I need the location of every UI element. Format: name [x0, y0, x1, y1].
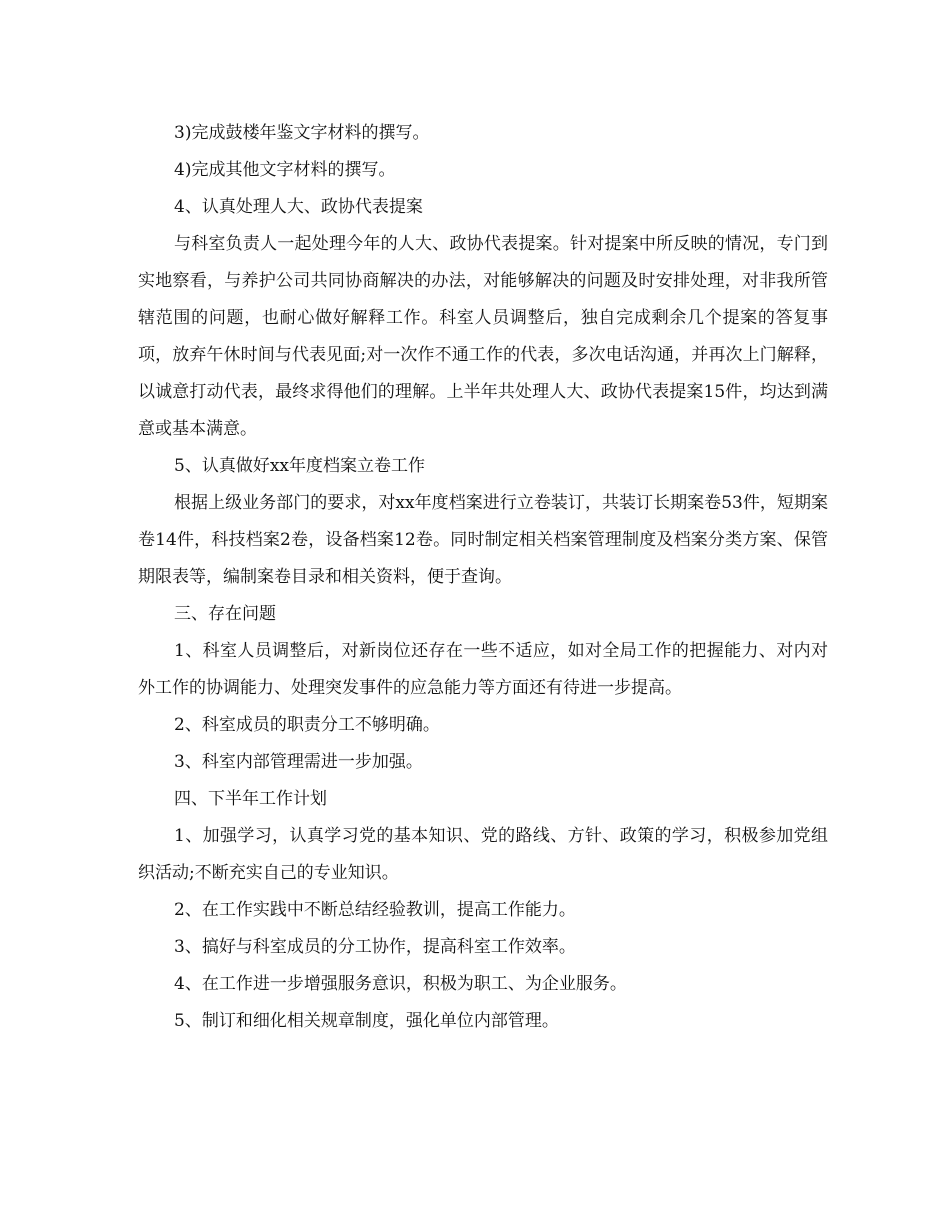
problem-item-2: 2、科室成员的职责分工不够明确。: [174, 715, 440, 735]
section-heading-problems: 三、存在问题: [174, 604, 276, 624]
document-body: [138, 115, 828, 1040]
paragraph-archives: 根据上级业务部门的要求，对xx年度档案进行立卷装订，共装订长期案卷53件，短期案卷14件，科技档案2卷，设备档案12卷。同时制定相关档案管理制度及档案分类方案、保管期限表等，编制案卷目录和相关资料，便于查询。: [138, 493, 828, 587]
section-heading-archives: 5、认真做好xx年度档案立卷工作: [174, 456, 425, 476]
section-heading-proposals: 4、认真处理人大、政协代表提案: [174, 197, 423, 217]
problem-item-3: 3、科室内部管理需进一步加强。: [174, 752, 423, 772]
plan-item-2: 2、在工作实践中不断总结经验教训，提高工作能力。: [174, 900, 576, 920]
paragraph-item-4: 4)完成其他文字材料的撰写。: [174, 160, 396, 180]
plan-item-5: 5、制订和细化相关规章制度，强化单位内部管理。: [174, 1011, 559, 1031]
plan-item-3: 3、搞好与科室成员的分工协作，提高科室工作效率。: [174, 937, 576, 957]
plan-item-1: 1、加强学习，认真学习党的基本知识、党的路线、方针、政策的学习，积极参加党组织活动;不断充实自己的专业知识。: [138, 826, 828, 883]
paragraph-proposals: 与科室负责人一起处理今年的人大、政协代表提案。针对提案中所反映的情况，专门到实地察看，与养护公司共同协商解决的办法，对能够解决的问题及时安排处理，对非我所管辖范围的问题，也耐心做好解释工作。科室人员调整后，独自完成剩余几个提案的答复事项，放弃午休时间与代表见面;对一次作不通工作的代表，多次电话沟通，并再次上门解释，以诚意打动代表，最终求得他们的理解。上半年共处理人大、政协代表提案15件，均达到满意或基本满意。: [138, 234, 828, 439]
section-heading-plan: 四、下半年工作计划: [174, 789, 327, 809]
paragraph-item-3: 3)完成鼓楼年鉴文字材料的撰写。: [174, 123, 430, 143]
problem-item-1: 1、科室人员调整后，对新岗位还存在一些不适应，如对全局工作的把握能力、对内对外工作的协调能力、处理突发事件的应急能力等方面还有待进一步提高。: [138, 641, 828, 698]
plan-item-4: 4、在工作进一步增强服务意识，积极为职工、为企业服务。: [174, 974, 627, 994]
